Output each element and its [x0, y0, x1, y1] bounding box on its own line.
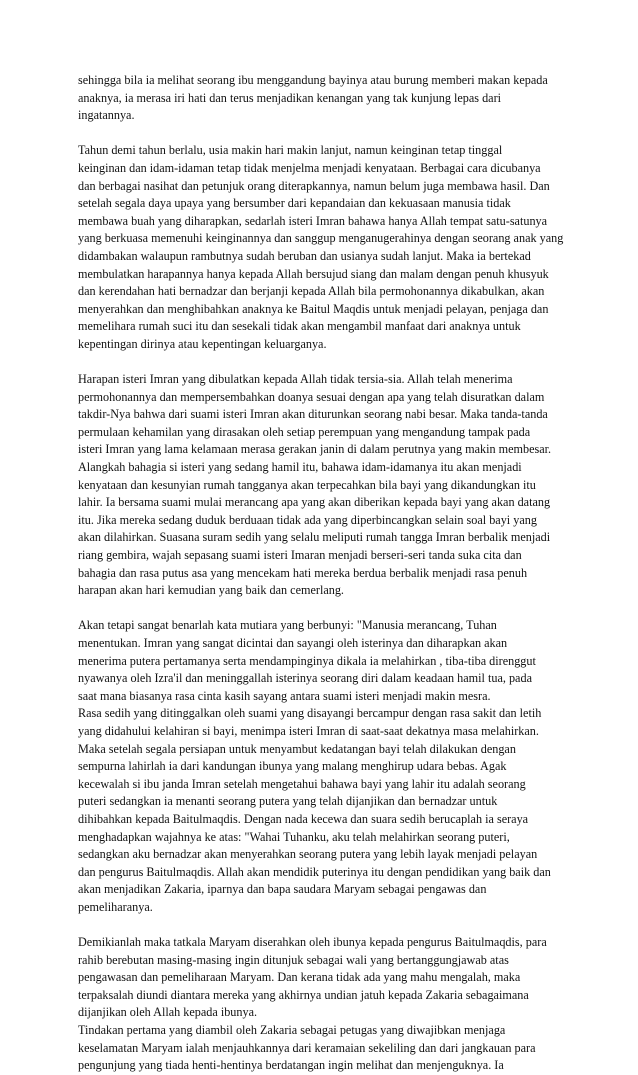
paragraph-1: sehingga bila ia melihat seorang ibu menggandung bayinya atau burung memberi makan kepada anaknya, ia merasa iri hati dan terus menjadikan kenangan yang tak kunjung lepas dari ingatannya. [78, 73, 548, 123]
paragraph-3: Harapan isteri Imran yang dibulatkan kepada Allah tidak tersia-sia. Allah telah menerima permohonannya dan mempersembahkan doanya sesuai dengan apa yang telah disuratkan dalam takdir-Nya bahwa dari suami isteri Imran akan diturunkan seorang nabi besar. Maka tanda-tanda permulaan kehamilan yang dirasakan oleh setiap perempuan yang mengandung tampak pada isteri Imran yang lama kelamaan merasa gerakan janin di dalam perutnya yang makin membesar. Alangkah bahagia si isteri yang sedang hamil itu, bahawa idam-idamanya itu akan menjadi kenyataan dan kesunyian rumah tangganya akan terpecahkan bila bayi yang dikandungkan itu lahir. Ia bersama suami mulai merancang apa yang akan diberikan kepada bayi yang akan datang itu. Jika mereka sedang duduk berduaan tidak ada yang diperbincangkan selain soal bayi yang akan dilahirkan. Suasana suram sedih yang selalu meliputi rumah tangga Imran berbalik menjadi riang gembira, wajah sepasang suami isteri Imaran menjadi berseri-seri tanda suka cita dan bahagia dan rasa putus asa yang mencekam hati mereka berdua berbalik menjadi rasa penuh harapan akan hari kemudian yang baik dan cemerlang. [78, 372, 552, 598]
paragraph-5: Demikianlah maka tatkala Maryam diserahkan oleh ibunya kepada pengurus Baitulmaqdis, para rahib berebutan masing-masing ingin ditunjuk sebagai wali yang bertanggungjawab atas pengawasan dan pemeliharaan Maryam. Dan kerana tidak ada yang mahu mengalah, maka terpaksalah diundi diantara mereka yang akhirnya undian jatuh kepada Zakaria sebagaimana dijanjikan oleh Allah kepada ibunya. Tindakan pertama yang diambil oleh Zakaria sebagai petugas yang diwajibkan menjaga keselamatan Maryam ialah menjauhkannya dari keramaian sekeliling dan dari jangkauan para pengunjung yang tiada henti-hentinya berdatangan ingin melihat dan menjenguknya. Ia [78, 935, 547, 1073]
document-page [78, 72, 566, 1075]
paragraph-2: Tahun demi tahun berlalu, usia makin hari makin lanjut, namun keinginan tetap tinggal keinginan dan idam-idaman tetap tidak menjelma menjadi kenyataan. Berbagai cara dicubanya dan berbagai nasihat dan petunjuk orang diterapkannya, namun belum juga membawa hasil. Dan setelah segala daya upaya yang bersumber dari kepandaian dan kekuasaan manusia tidak membawa buah yang diharapkan, sedarlah isteri Imran bahawa hanya Allah tempat satu-satunya yang berkuasa memenuhi keinginannya dan sanggup menganugerahinya dengan seorang anak yang didambakan walaupun rambutnya sudah beruban dan usianya sudah lanjut. Maka ia bertekad membulatkan harapannya hanya kepada Allah bersujud siang dan malam dengan penuh khusyuk dan kerendahan hati bernadzar dan berjanji kepada Allah bila permohonannya dikabulkan, akan menyerahkan dan menghibahkan anaknya ke Baitul Maqdis untuk menjadi pelayan, penjaga dan memelihara rumah suci itu dan sesekali tidak akan mengambil manfaat dari anaknya untuk kepentingan dirinya atau kepentingan keluarganya. [78, 143, 564, 351]
paragraph-4: Akan tetapi sangat benarlah kata mutiara yang berbunyi: "Manusia merancang, Tuhan menentukan. Imran yang sangat dicintai dan sayangi oleh isterinya dan diharapkan akan menerima putera pertamanya serta mendampinginya dikala ia melahirkan , tiba-tiba direnggut nyawanya oleh Izra'il dan meninggallah isterinya seorang diri dalam keadaan hamil tua, pada saat mana biasanya rasa cinta kasih sayang antara suami isteri menjadi makin mesra. Rasa sedih yang ditinggalkan oleh suami yang disayangi bercampur dengan rasa sakit dan letih yang didahului kelahiran si bayi, menimpa isteri Imran di saat-saat dekatnya masa melahirkan. Maka setelah segala persiapan untuk menyambut kedatangan bayi telah dilakukan dengan sempurna lahirlah ia dari kandungan ibunya yang malang menghirup udara bebas. Agak kecewalah si ibu janda Imran setelah mengetahui bahawa bayi yang lahir itu adalah seorang puteri sedangkan ia menanti seorang putera yang telah dijanjikan dan bernadzar untuk dihibahkan kepada Baitulmaqdis. Dengan nada kecewa dan suara sedih berucaplah ia seraya menghadapkan wajahnya ke atas: "Wahai Tuhanku, aku telah melahirkan seorang puteri, sedangkan aku bernadzar akan menyerahkan seorang putera yang lebih layak menjadi pelayan dan pengurus Baitulmaqdis. Allah akan mendidik puterinya itu dengan pendidikan yang baik dan akan menjadikan Zakaria, iparnya dan bapa saudara Maryam sebagai pengawas dan pemeliharanya. [78, 618, 551, 914]
